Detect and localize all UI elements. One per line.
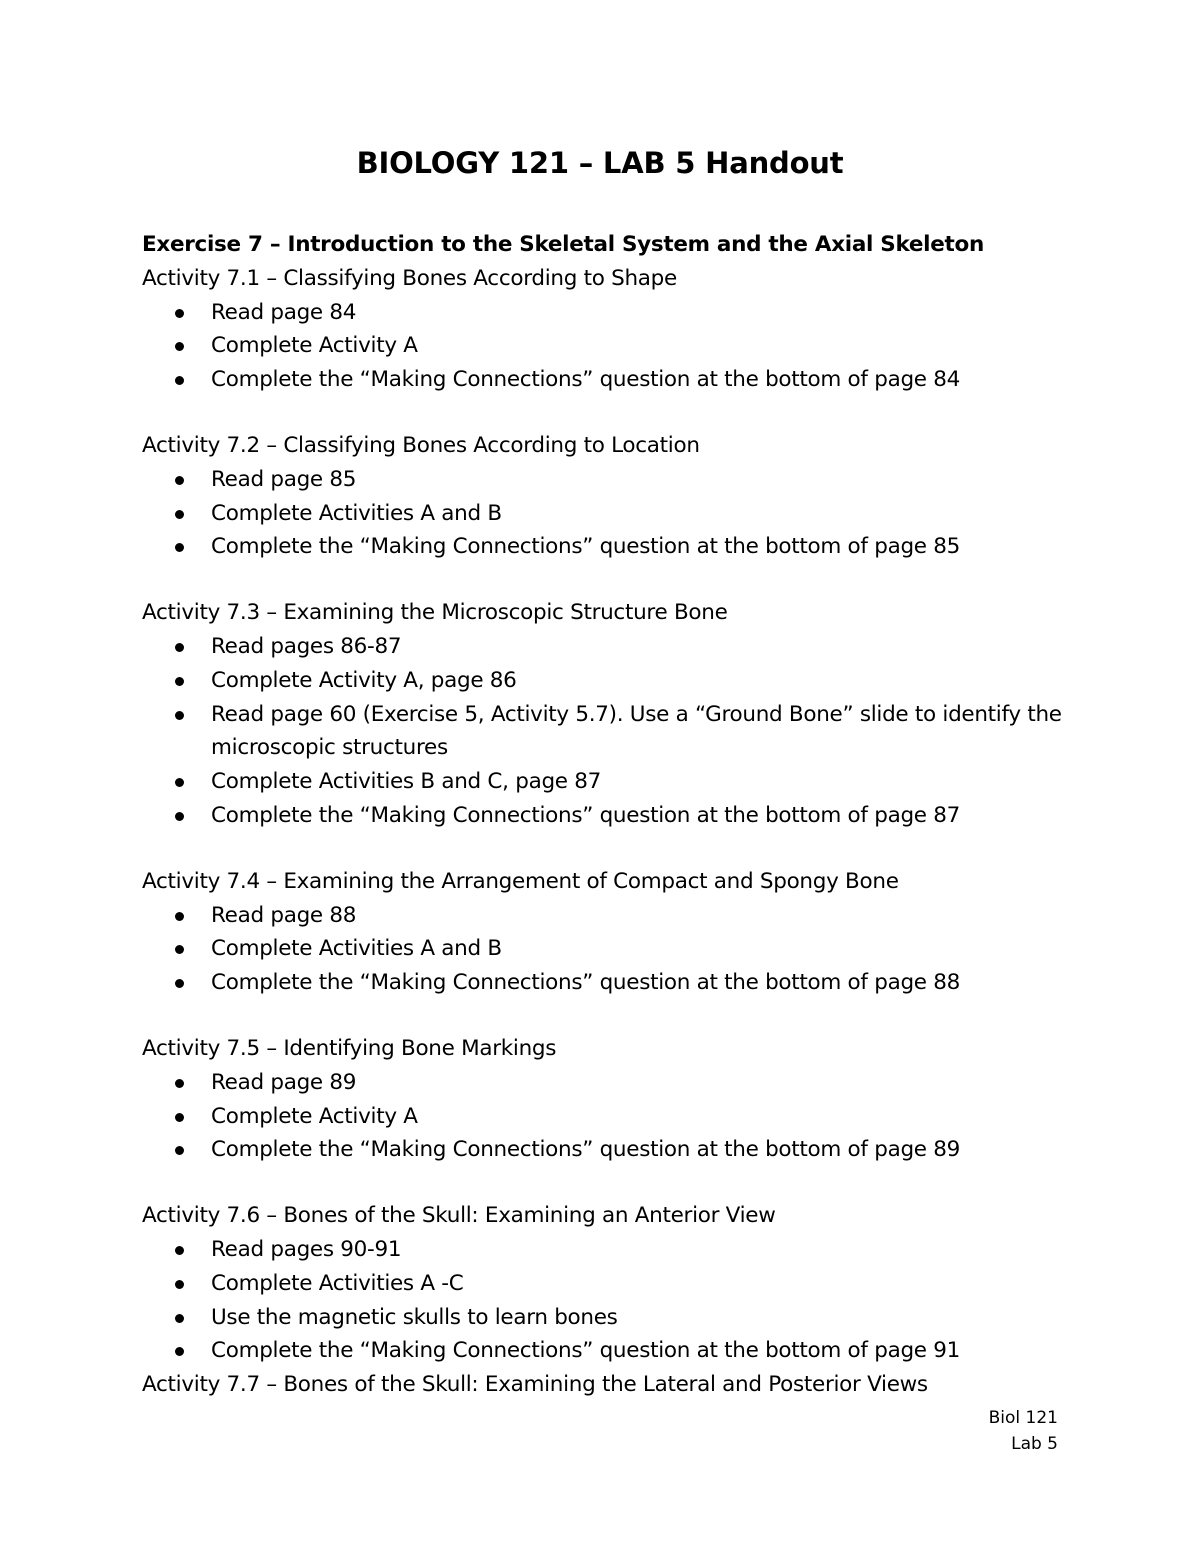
activity-heading: Activity 7.2 – Classifying Bones According to Location xyxy=(142,432,700,458)
page-footer xyxy=(989,1405,1058,1457)
bullet-icon xyxy=(175,979,184,988)
list-item-text: Read page 88 xyxy=(211,902,357,928)
list-item xyxy=(142,1233,1102,1267)
activity-task-list xyxy=(142,899,1102,1000)
list-item-text: Complete Activity A xyxy=(211,1103,418,1129)
list-item xyxy=(142,1100,1102,1134)
list-item xyxy=(142,932,1102,966)
list-item xyxy=(142,630,1102,664)
bullet-icon xyxy=(175,476,184,485)
list-item-text: Complete Activity A, page 86 xyxy=(211,667,517,693)
activity-heading: Activity 7.6 – Bones of the Skull: Examining an Anterior View xyxy=(142,1203,776,1229)
bullet-icon xyxy=(175,945,184,954)
bullet-icon xyxy=(175,1280,184,1289)
list-item-text: Complete the “Making Connections” question at the bottom of page 85 xyxy=(211,534,961,560)
activity-heading: Activity 7.1 – Classifying Bones According to Shape xyxy=(142,265,677,291)
list-item-text: Complete the “Making Connections” question at the bottom of page 84 xyxy=(211,367,961,393)
bullet-icon xyxy=(175,1314,184,1323)
activity-7-3 xyxy=(142,596,1102,833)
list-item xyxy=(142,463,1102,497)
list-item xyxy=(142,1267,1102,1301)
exercise-heading: Exercise 7 – Introduction to the Skeletal System and the Axial Skeleton xyxy=(142,232,984,257)
list-item-text: Read page 89 xyxy=(211,1069,357,1095)
bullet-icon xyxy=(175,510,184,519)
list-item-text: Read page 85 xyxy=(211,466,357,492)
list-item-text: Complete the “Making Connections” question at the bottom of page 88 xyxy=(211,970,961,996)
bullet-icon xyxy=(175,711,184,720)
activity-heading: Activity 7.5 – Identifying Bone Markings xyxy=(142,1035,557,1061)
activity-7-1 xyxy=(142,262,1102,397)
list-item-text: Complete Activity A xyxy=(211,333,418,359)
list-item xyxy=(142,1301,1102,1335)
list-item xyxy=(142,497,1102,531)
list-item-text: Complete the “Making Connections” question at the bottom of page 87 xyxy=(211,802,961,828)
list-item-text: Read pages 90-91 xyxy=(211,1236,402,1262)
list-item xyxy=(142,363,1102,397)
activity-heading: Activity 7.3 – Examining the Microscopic Structure Bone xyxy=(142,600,728,626)
document-title: BIOLOGY 121 – LAB 5 Handout xyxy=(356,146,844,180)
list-item xyxy=(142,1334,1102,1368)
activity-task-list xyxy=(142,1233,1102,1368)
activity-7-7 xyxy=(142,1368,1102,1402)
list-item-text: Complete Activities A and B xyxy=(211,936,502,962)
bullet-icon xyxy=(175,812,184,821)
bullet-icon xyxy=(175,376,184,385)
bullet-icon xyxy=(175,309,184,318)
list-item-text: Read page 60 (Exercise 5, Activity 5.7). Use a “Ground Bone” slide to identify the microscopic structures xyxy=(211,701,1062,761)
activity-task-list xyxy=(142,463,1102,564)
list-item-text: Complete the “Making Connections” question at the bottom of page 91 xyxy=(211,1338,961,1364)
activity-7-5 xyxy=(142,1032,1102,1167)
list-item xyxy=(142,1133,1102,1167)
bullet-icon xyxy=(175,1079,184,1088)
activity-heading: Activity 7.7 – Bones of the Skull: Examining the Lateral and Posterior Views xyxy=(142,1372,928,1398)
document-body xyxy=(142,228,1102,1402)
list-item xyxy=(142,530,1102,564)
list-item xyxy=(142,1066,1102,1100)
list-item-text: Complete Activities A and B xyxy=(211,500,502,526)
bullet-icon xyxy=(175,1113,184,1122)
footer-course: Biol 121 xyxy=(988,1408,1058,1428)
list-item-text: Read page 84 xyxy=(211,299,357,325)
list-item-text: Complete Activities A -C xyxy=(211,1270,464,1296)
activity-task-list xyxy=(142,296,1102,397)
bullet-icon xyxy=(175,1246,184,1255)
list-item xyxy=(142,296,1102,330)
bullet-icon xyxy=(175,342,184,351)
bullet-icon xyxy=(175,643,184,652)
bullet-icon xyxy=(175,912,184,921)
activity-7-4 xyxy=(142,865,1102,1000)
activity-7-6 xyxy=(142,1199,1102,1368)
bullet-icon xyxy=(175,543,184,552)
list-item xyxy=(142,329,1102,363)
activity-7-2 xyxy=(142,429,1102,564)
list-item-text: Complete Activities B and C, page 87 xyxy=(211,769,602,795)
list-item xyxy=(142,799,1102,833)
bullet-icon xyxy=(175,1347,184,1356)
list-item xyxy=(142,765,1102,799)
activity-task-list xyxy=(142,630,1102,833)
bullet-icon xyxy=(175,778,184,787)
list-item xyxy=(142,899,1102,933)
bullet-icon xyxy=(175,677,184,686)
footer-lab: Lab 5 xyxy=(1011,1434,1058,1454)
list-item xyxy=(142,966,1102,1000)
activity-task-list xyxy=(142,1066,1102,1167)
list-item-text: Read pages 86-87 xyxy=(211,633,402,659)
bullet-icon xyxy=(175,1146,184,1155)
list-item xyxy=(142,664,1102,698)
list-item-text: Complete the “Making Connections” question at the bottom of page 89 xyxy=(211,1137,961,1163)
list-item xyxy=(142,698,1102,766)
activity-heading: Activity 7.4 – Examining the Arrangement of Compact and Spongy Bone xyxy=(142,868,899,894)
list-item-text: Use the magnetic skulls to learn bones xyxy=(211,1304,618,1330)
